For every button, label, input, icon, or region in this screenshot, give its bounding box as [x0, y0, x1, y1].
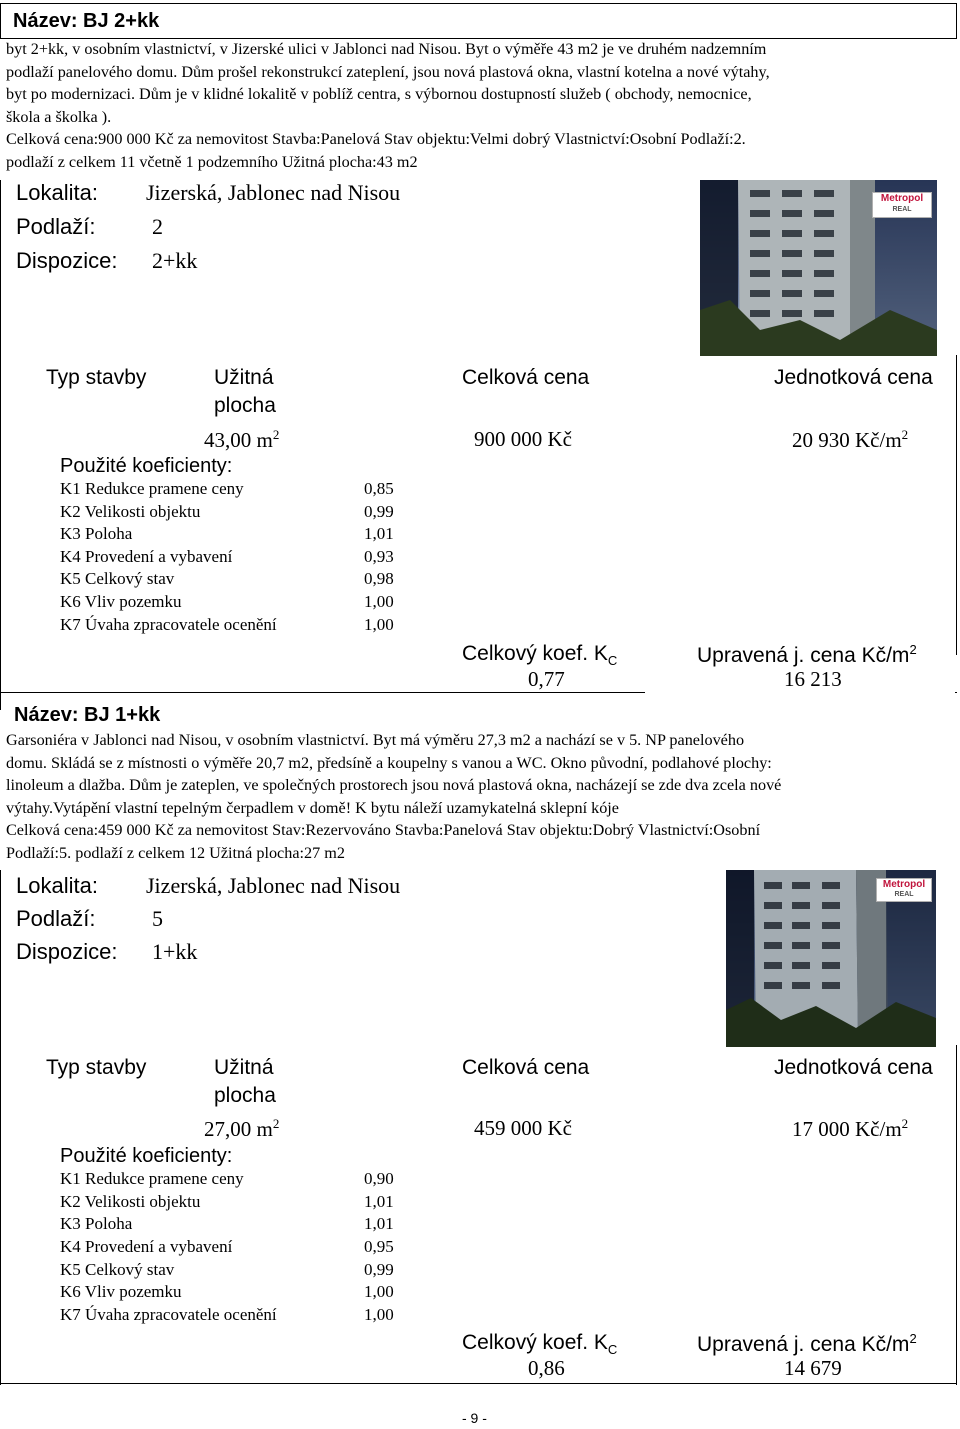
coef-label: K5 Celkový stav [60, 1260, 175, 1279]
total-koef-label-text: Celkový koef. K [462, 642, 608, 665]
coef-label: K4 Provedení a vybavení [60, 1237, 233, 1256]
listing-1-building-photo [700, 180, 937, 356]
listing-2-bottom-rule [0, 1383, 957, 1384]
listing-1-area-sup: 2 [272, 427, 280, 442]
coef-label: K4 Provedení a vybavení [60, 547, 233, 566]
total-koef-label-sub: C [607, 653, 618, 669]
coef-label: K6 Vliv pozemku [60, 1282, 182, 1301]
coef-label: K7 Úvaha zpracovatele ocenění [60, 1305, 277, 1324]
adjusted-label-sup: 2 [909, 1331, 917, 1346]
listing-1-description [6, 38, 951, 174]
listing-1-lokalita: Jizerská, Jablonec nad Nisou [146, 180, 401, 205]
photo-logo-subtext: REAL [894, 891, 914, 898]
listing-2-adjusted-price: 14 679 [784, 1356, 842, 1380]
photo-logo-text: Metropol [882, 879, 926, 890]
coef-label: K6 Vliv pozemku [60, 592, 182, 611]
listing-1-total-koef-label [462, 642, 617, 668]
adjusted-label-text: Upravená j. cena Kč/m [697, 1333, 910, 1356]
coef-value: 1,00 [364, 615, 394, 634]
total-koef-label-sub: C [607, 1342, 618, 1358]
coef-label: K3 Poloha [60, 524, 133, 543]
coef-label: K2 Velikosti objektu [60, 1192, 201, 1211]
listing-1-hdr-typ: Typ stavby [46, 366, 147, 389]
listing-2-area-value: 27,00 m [204, 1117, 273, 1141]
listing-2-adjusted-label [697, 1331, 917, 1357]
listing-1-coef-title: Použité koeficienty: [60, 455, 233, 477]
listing-2-hdr-uzitna: Užitná [214, 1056, 274, 1079]
coef-value: 1,01 [364, 524, 394, 543]
listing-2-desc-line: Celková cena:459 000 Kč za nemovitost Stav:Rezervováno Stavba:Panelová Stav objektu:Dobrý Vlastnictví:Osobní [6, 821, 761, 840]
listing-1-lokalita-label: Lokalita: [16, 180, 98, 205]
listing-2-right-border [956, 1045, 957, 1385]
listing-1-area-value: 43,00 m [204, 428, 273, 452]
coef-value: 0,93 [364, 547, 394, 566]
coef-label: K3 Poloha [60, 1214, 133, 1233]
listing-1-title-box [0, 3, 957, 39]
listing-1-hdr-jednotkova: Jednotková cena [774, 366, 933, 389]
listing-2-hdr-plocha: plocha [214, 1084, 276, 1107]
listing-1-photo-logo [872, 192, 932, 218]
listing-2-description [6, 729, 951, 865]
listing-1-adjusted-price: 16 213 [784, 667, 842, 691]
listing-2-hdr-typ: Typ stavby [46, 1056, 147, 1079]
listing-1-right-border [956, 355, 957, 655]
coef-value: 0,98 [364, 569, 394, 588]
listing-1-podlazi: 2 [152, 214, 163, 239]
listing-1-desc-line: škola a školka ). [6, 107, 112, 126]
listing-2-podlazi: 5 [152, 906, 163, 931]
listing-2-hdr-jednotkova: Jednotková cena [774, 1056, 933, 1079]
listing-1-left-border [0, 180, 1, 710]
coef-value: 1,01 [364, 1214, 394, 1233]
listing-2-lokalita-label: Lokalita: [16, 873, 98, 898]
listing-2-building-photo [726, 870, 936, 1047]
listing-1-desc-line: byt 2+kk, v osobním vlastnictví, v Jizerské ulici v Jablonci nad Nisou. Byt o výměře 43 m2 je ve druhém nadzemním [6, 40, 767, 58]
listing-2-price: 459 000 Kč [474, 1116, 572, 1140]
listing-1-unit-price [792, 427, 908, 453]
coef-value: 1,00 [364, 592, 394, 611]
listing-1-dispozice: 2+kk [152, 248, 198, 273]
coef-label: K1 Redukce pramene ceny [60, 1169, 244, 1188]
listing-1-area [204, 427, 279, 453]
coef-value: 0,85 [364, 479, 394, 498]
listing-2-desc-line: výtahy.Vytápění vlastní tepelným čerpadlem v domě! K bytu náleží uzamykatelná sklepní kóje [6, 798, 619, 817]
listing-1-total-koef: 0,77 [528, 667, 565, 691]
listing-2-photo-logo [876, 878, 932, 902]
listing-2-unit-price [792, 1116, 908, 1142]
listing-1-desc-line: podlaží z celkem 11 včetně 1 podzemního Užitná plocha:43 m2 [6, 152, 418, 171]
listing-2-area [204, 1116, 279, 1142]
coef-value: 0,99 [364, 502, 394, 521]
listing-2-title: Název: BJ 1+kk [14, 704, 161, 726]
listing-1-desc-line: podlaží panelového domu. Dům prošel rekonstrukcí zateplení, jsou nová plastová okna, vlastní kotelna a nové výtahy, [6, 62, 770, 81]
listing-1-hdr-celkova: Celková cena [462, 366, 590, 389]
listing-1-price: 900 000 Kč [474, 427, 572, 451]
coef-label: K7 Úvaha zpracovatele ocenění [60, 615, 277, 634]
listing-2-left-border [0, 870, 1, 1385]
listing-2-desc-line: Garsoniéra v Jablonci nad Nisou, v osobním vlastnictví. Byt má výměru 27,3 m2 a nachází se v 5. NP panelového [6, 731, 745, 749]
listing-2-podlazi-label: Podlaží: [16, 906, 96, 931]
listing-2-dispozice: 1+kk [152, 939, 198, 964]
listing-1-bottom-rule [0, 692, 645, 693]
listing-1-podlazi-label: Podlaží: [16, 214, 96, 239]
coef-label: K1 Redukce pramene ceny [60, 479, 244, 498]
listing-1-hdr-uzitna: Užitná [214, 366, 274, 389]
listing-2-dispozice-label: Dispozice: [16, 939, 118, 964]
listing-1-unit-price-sup: 2 [901, 427, 909, 442]
coef-label: K5 Celkový stav [60, 569, 175, 588]
total-koef-label-text: Celkový koef. K [462, 1331, 608, 1354]
listing-1-hdr-plocha: plocha [214, 394, 276, 417]
listing-2-unit-price-value: 17 000 Kč/m [792, 1117, 902, 1141]
listing-2-total-koef: 0,86 [528, 1356, 565, 1380]
listing-2-unit-price-sup: 2 [901, 1116, 909, 1131]
listing-1-desc-line: byt po modernizaci. Dům je v klidné lokalitě v poblíž centra, s výbornou dostupností služeb ( obchody, nemocnice, [6, 85, 752, 104]
page-number: - 9 - [462, 1410, 487, 1426]
coef-value: 1,00 [364, 1282, 394, 1301]
listing-2-coef-title: Použité koeficienty: [60, 1145, 233, 1167]
listing-1-unit-price-value: 20 930 Kč/m [792, 428, 902, 452]
adjusted-label-text: Upravená j. cena Kč/m [697, 644, 910, 667]
coef-value: 0,99 [364, 1260, 394, 1279]
coef-value: 0,90 [364, 1169, 394, 1188]
listing-2-desc-line: linoleum a dlažba. Dům je zateplen, ve společných prostorech jsou nová plastová okna, nacházejí se zde dva zcela nové [6, 776, 782, 795]
photo-logo-text: Metropol [880, 193, 924, 204]
listing-1-desc-line: Celková cena:900 000 Kč za nemovitost Stavba:Panelová Stav objektu:Velmi dobrý Vlastnictví:Osobní Podlaží:2. [6, 130, 746, 149]
listing-1-adjusted-label [697, 642, 917, 668]
listing-2-desc-line: Podlaží:5. podlaží z celkem 12 Užitná plocha:27 m2 [6, 843, 345, 862]
coef-value: 1,00 [364, 1305, 394, 1324]
adjusted-label-sup: 2 [909, 642, 917, 657]
listing-1-bottom-rule-right [955, 692, 957, 693]
coef-value: 1,01 [364, 1192, 394, 1211]
listing-2-hdr-celkova: Celková cena [462, 1056, 590, 1079]
coef-value: 0,95 [364, 1237, 394, 1256]
listing-2-lokalita: Jizerská, Jablonec nad Nisou [146, 873, 401, 898]
listing-1-dispozice-label: Dispozice: [16, 248, 118, 273]
coef-label: K2 Velikosti objektu [60, 502, 201, 521]
listing-2-desc-line: domu. Skládá se z místnosti o výměře 20,7 m2, předsíně a koupelny s vanou a WC. Okno původní, podlahové plochy: [6, 753, 772, 772]
photo-logo-subtext: REAL [892, 206, 912, 213]
listing-2-area-sup: 2 [272, 1116, 280, 1131]
listing-2-total-koef-label [462, 1331, 617, 1357]
listing-1-title: Název: BJ 2+kk [13, 10, 160, 32]
